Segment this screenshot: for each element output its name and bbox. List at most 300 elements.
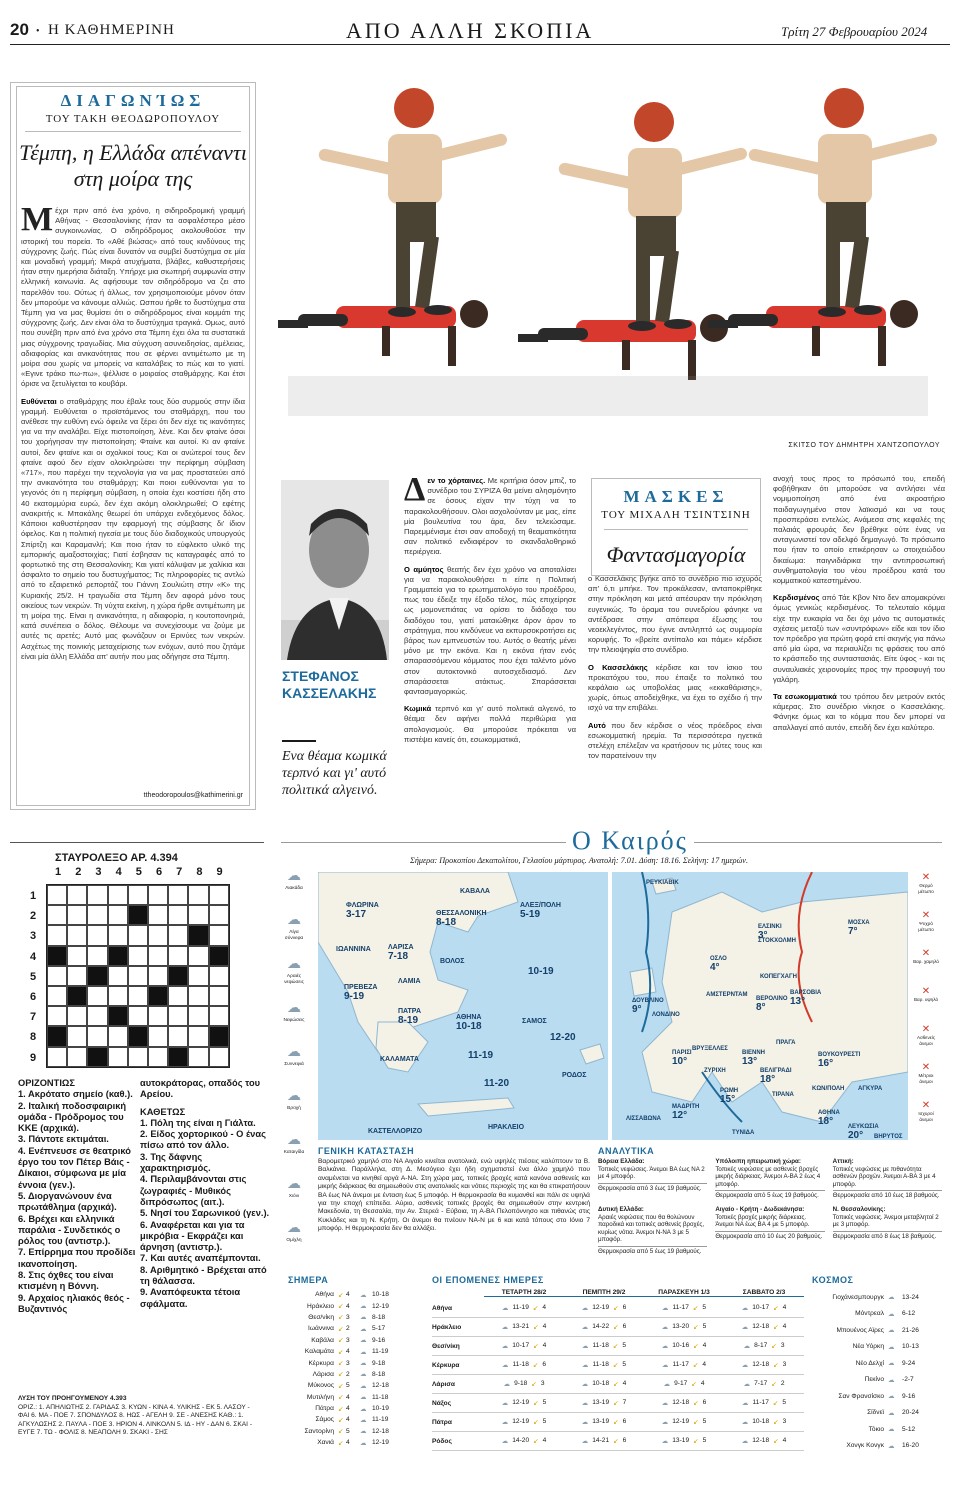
crossword-cell[interactable] <box>47 905 67 925</box>
wind-icon: ↙ <box>691 1381 697 1388</box>
city-marker <box>818 1110 840 1127</box>
weather-icon: ☁ <box>661 1305 669 1312</box>
city-name: ΑΘΗΝΑ <box>818 1110 840 1116</box>
temp-range: 9-16 <box>372 1336 386 1344</box>
weather-icon: ☁ <box>741 1400 749 1407</box>
crossword-cell[interactable] <box>209 1047 229 1067</box>
weather-icon: ☁ <box>360 1291 367 1299</box>
day-cell <box>724 1418 804 1426</box>
temp-range: -2-7 <box>902 1376 914 1384</box>
city-temp: 7° <box>848 926 858 937</box>
crossword-cell[interactable] <box>128 966 148 986</box>
weather-icon: ☁ <box>888 1343 895 1351</box>
day-cell <box>564 1323 644 1331</box>
wind-icon: ↙ <box>693 1438 699 1445</box>
city-name: ΣΑΜΟΣ <box>522 1018 547 1025</box>
region-name: Βόρεια Ελλάδα: <box>598 1158 645 1165</box>
city-name: Ρόδος <box>432 1437 452 1445</box>
day-cell <box>484 1304 564 1312</box>
crossword-cell[interactable] <box>108 986 128 1006</box>
city-name: Πάτρα <box>432 1418 452 1426</box>
crossword-cell[interactable] <box>188 1006 208 1026</box>
day-cell <box>564 1399 644 1407</box>
wind-force: 4 <box>346 1416 350 1424</box>
crossword-cell[interactable] <box>128 1047 148 1067</box>
city-name: ΚΟΠΕΓΧΑΓΗ <box>760 974 797 980</box>
temp-range: 11-18 <box>592 1361 609 1368</box>
world-list <box>812 1289 940 1454</box>
weather-icon: ☁ <box>287 913 301 928</box>
city-name: ΚΑΣΤΕΛΛΟΡΙΖΟ <box>368 1128 423 1135</box>
weather-icon-legend <box>281 868 307 1264</box>
region-temp: Θερμοκρασία από 3 έως 19 βαθμούς. <box>598 1183 707 1193</box>
crossword-cell[interactable] <box>67 925 87 945</box>
crossword-cell <box>128 905 148 925</box>
wind-force: 5 <box>346 1427 350 1435</box>
temp-range: 13-20 <box>672 1323 690 1330</box>
legend-item <box>912 1100 940 1138</box>
legend-label: Ψυχρό μέτωπο <box>918 921 934 932</box>
city-marker <box>368 1128 422 1135</box>
crossword-cell[interactable] <box>148 966 168 986</box>
weather-icon: ☁ <box>287 1089 301 1104</box>
crossword-cell[interactable] <box>128 1006 148 1026</box>
city-name: Γιοχάνεσμπουργκ <box>832 1293 884 1301</box>
crossword-cell[interactable] <box>108 1026 128 1046</box>
temp-range: 12-18 <box>372 1382 389 1390</box>
wind-icon: ↙ <box>338 1348 344 1356</box>
temp-range: 6-12 <box>902 1310 916 1318</box>
crossword-row-numbers <box>30 886 36 1068</box>
city-marker <box>344 984 377 1002</box>
wind-force: 5 <box>346 1382 350 1390</box>
col-number: 2 <box>75 866 82 878</box>
weather-icon: ☁ <box>501 1400 509 1407</box>
crossword-cell[interactable] <box>67 1026 87 1046</box>
temp-range: 13-19 <box>592 1399 610 1406</box>
section-title: ΑΠΟ ΑΛΛΗ ΣΚΟΠΙΑ <box>346 18 595 43</box>
day-cell <box>644 1342 724 1350</box>
weather-icon: ☁ <box>661 1400 669 1407</box>
wind-force: 3 <box>782 1361 787 1368</box>
legend-item <box>281 1044 307 1088</box>
crossword-cell[interactable] <box>148 1047 168 1067</box>
day-cell <box>564 1304 644 1312</box>
wind-force: 4 <box>782 1323 787 1330</box>
crossword-cell[interactable] <box>168 925 188 945</box>
region-text: Τοπικές νεφώσεις με ασθενείς βροχές μικρής διάρκειας. Άνεμοι Α-ΒΑ 2 έως 4 μποφόρ. <box>715 1165 821 1188</box>
world-row <box>812 1339 940 1356</box>
europe-weather-map <box>612 872 908 1140</box>
author-email[interactable]: ttheodoropoulos@kathimerini.gr <box>143 792 243 799</box>
city-name: Νέα Υόρκη <box>852 1343 884 1351</box>
clue: 3. Της δάφνης χαρακτηρισμός. <box>140 1151 211 1174</box>
crossword-grid[interactable] <box>46 884 230 1068</box>
col-number: 7 <box>176 866 183 878</box>
today-row <box>288 1403 424 1414</box>
crossword-cell[interactable] <box>209 1006 229 1026</box>
city-name: Μόντρεαλ <box>855 1310 884 1318</box>
crossword-cell[interactable] <box>108 966 128 986</box>
city-name: Μύκονος <box>307 1382 334 1390</box>
crossword-cell[interactable] <box>87 925 107 945</box>
crossword-cell[interactable] <box>148 905 168 925</box>
legend-item <box>912 986 940 1024</box>
col-number: 3 <box>95 866 102 878</box>
day-cell <box>564 1418 644 1426</box>
weather-today-line: Σήμερα: Προκοπίου Δεκαπολίτου, Γελασίου μάρτυρος. Ανατολή: 7.01. Δύση: 18.16. Σελήνη: 17 ημερών. <box>410 856 748 865</box>
drop-cap: Μ <box>21 201 54 238</box>
today-row <box>288 1392 424 1403</box>
temp-range: 5-17 <box>372 1325 386 1333</box>
crossword-cell[interactable] <box>128 986 148 1006</box>
paragraph: κέρδισε και τον ίσκιο του προκατόχου του, που έπαιξε το πολιτικό του κεφάλαιο ως υποβολέας μιας «εκκαθάρισης», χωρίς, όπως αποδείχθηκε, να έχει το σχέδιο ή την ισχύ να την επιβάλει. <box>588 662 762 713</box>
crossword-cell[interactable] <box>168 986 188 1006</box>
analytical-forecast <box>598 1146 942 1256</box>
world-row <box>812 1405 940 1422</box>
crossword-cell[interactable] <box>148 925 168 945</box>
crossword-cell[interactable] <box>128 925 148 945</box>
city-name: ΟΣΛΟ <box>710 956 727 962</box>
city-name: ΦΛΩΡΙΝΑ <box>346 902 379 909</box>
weather-icon: ☁ <box>360 1405 367 1413</box>
solution-title: ΛΥΣΗ ΤΟΥ ΠΡΟΗΓΟΥΜΕΝΟΥ 4.393 <box>18 1395 127 1402</box>
city-temp: 10-18 <box>456 1021 482 1032</box>
city-name: ΘΕΣΣΑΛΟΝΙΚΗ <box>436 910 487 917</box>
wind-icon: ↙ <box>613 1400 619 1407</box>
paragraph: από Τάε Κβον Ντο δεν απομακρύνει όμως γενικώς κερδισμένος. Το τελευταίο κόμμα είχε την ευκαιρία να δει όχι μόνο τις αυτοματικές σχέσεις μεταξύ των «συντρόφων» είδε και τον ίδιο τον πρόεδρο για πρώτη φορά επί σκηνής για πάνω από μία ώρα, να περιαυλίζει τις φράσεις του από το κράσπεδο της συνταστασιάς. Είτε ύφος - και τις συναυλιακές χειρονομίες προς την προσφυγή του γαλάρη. <box>773 593 945 684</box>
crossword-clues <box>18 1078 268 1315</box>
crossword-cell[interactable] <box>67 966 87 986</box>
today-row <box>288 1414 424 1425</box>
temp-range: 11-19 <box>372 1416 389 1424</box>
paragraph-lead: Τα εσωκομματικά <box>773 692 837 702</box>
crossword-cell[interactable] <box>67 1006 87 1026</box>
paragraph-lead: Ευθύνεται <box>21 396 57 406</box>
crossword-cell[interactable] <box>188 885 208 905</box>
city-temp: 4° <box>710 962 720 973</box>
city-name: ΛΑΡΙΣΑ <box>388 944 414 951</box>
weather-icon: ☁ <box>360 1371 367 1379</box>
city-marker <box>706 992 747 998</box>
legend-item <box>912 910 940 948</box>
city-name: Αθήνα <box>315 1291 334 1299</box>
wind-icon: ↙ <box>692 1362 699 1369</box>
region-name: Ν. Θεσσαλονίκης: <box>832 1205 886 1213</box>
clue: 6. Αναφέρεται και για τα μικρόβια - Εκφράζει και άρνηση (αντιστρ.). <box>140 1219 245 1253</box>
temp-range: 9-17 <box>674 1380 688 1387</box>
day-header: ΠΑΡΑΣΚΕΥΗ 1/3 <box>644 1289 724 1297</box>
weather-icon: ☁ <box>743 1381 751 1388</box>
crossword-cell[interactable] <box>87 946 107 966</box>
paragraph: ανοχή τους προς το πρόσωπό του, επειδή φοβήθηκαν ότι μπορούσε να αντλήσει νέα νομιμοποίηση από ένα ακροατήριο παιδαγωγημένο στον λαϊκισμό και να τους προσπεράσει εντελώς. Ανάμεσα στις κεφαλές της παλαιάς φρουράς δεν βρέθηκε ούτε ένας να ανταγωνιστεί τον αδελφό δημαγωγό. Το πρόσωπο που ήταν το οποίο επικέρησαν ω στοιχειώδου δικαίωμα: παιγνιδιάρικα την αντιπροσωπική συνθηματολογία του νέου προέδρου κατά του κομματικού κατεστημένου. <box>773 474 945 586</box>
clue: 8. Στις όχθες του είναι κτισμένη η Βόννη. <box>18 1270 114 1292</box>
city-temp: 13° <box>790 996 806 1007</box>
section-heading: ΓΕΝΙΚΗ ΚΑΤΑΣΤΑΣΗ <box>318 1146 415 1156</box>
weather-icon: ☁ <box>581 1362 589 1369</box>
row-number: 7 <box>30 1011 37 1024</box>
weather-icon: ☁ <box>360 1382 367 1390</box>
wind-force: 4 <box>542 1304 547 1311</box>
crossword-cell[interactable] <box>47 885 67 905</box>
wind-icon: ↙ <box>773 1419 779 1426</box>
weather-icon: ☁ <box>581 1419 589 1426</box>
city-marker <box>756 996 788 1013</box>
wind-force: 4 <box>346 1302 350 1310</box>
legend-item <box>912 948 940 986</box>
wind-icon: ↙ <box>338 1360 344 1368</box>
weather-icon: ☁ <box>581 1343 589 1350</box>
city-marker <box>398 1008 421 1026</box>
crossword-cell[interactable] <box>67 885 87 905</box>
city-name: ΡΕΥΚΙΑΒΙΚ <box>646 880 679 886</box>
quote-rule <box>282 740 316 742</box>
crossword-cell[interactable] <box>108 925 128 945</box>
paper-name: Η ΚΑΘΗΜΕΡΙΝΗ <box>48 22 175 38</box>
weather-icon: ☁ <box>360 1325 367 1333</box>
crossword-cell[interactable] <box>148 1006 168 1026</box>
city-name: Πάτρα <box>315 1405 334 1413</box>
clue: 9. Αρχαίος ηλιακός θεός - Βυζαντινός <box>18 1292 130 1314</box>
weather-icon: ☁ <box>743 1343 751 1350</box>
city-name: Μπουένος Αϊρες <box>836 1326 884 1334</box>
weather-icon: ☁ <box>888 1393 895 1401</box>
crossword-cell[interactable] <box>47 1006 67 1026</box>
crossword-cell[interactable] <box>128 946 148 966</box>
section-heading: ΚΟΣΜΟΣ <box>812 1275 854 1285</box>
day-cell <box>724 1380 804 1388</box>
wind-force: 5 <box>622 1342 627 1349</box>
weather-icon: ☁ <box>888 1294 895 1302</box>
weather-icon: ☁ <box>888 1327 895 1335</box>
crossword-cell[interactable] <box>209 885 229 905</box>
col-number: 4 <box>115 866 122 878</box>
crossword-cell[interactable] <box>67 1047 87 1067</box>
city-name: ΤΥΝΙΔΑ <box>732 1130 755 1136</box>
crossword-cell[interactable] <box>188 966 208 986</box>
crossword-cell[interactable] <box>168 1006 188 1026</box>
wind-icon: ↙ <box>338 1405 344 1413</box>
day-cell <box>724 1361 804 1369</box>
crossword-cell[interactable] <box>87 986 107 1006</box>
down-list <box>140 1118 270 1310</box>
day-header: ΠΕΜΠΤΗ 29/2 <box>564 1289 644 1297</box>
crossword-cell[interactable] <box>47 966 67 986</box>
paragraph: θεατής δεν έχει χρόνο να αποταλίσει για να παρακολουθήσει τι είπε η Πολιτική Γραμματεία για το ερωτηματολόγιο του προέδρου, πως του έδειξε την έξοδο τέλος, πώς επιχείρησε ως μομονεπιάτας να ορίσει το διάδοχο του διαδόχου του, γιατί ματαιώθηκε άρον άρον το στράτηγμα, που κινδύνευε να εκπυρσοκροτήσει εις βάρος των εμπνευστών του. Αυτός ο θεατής μένει μόνο με την εικόνα. Και η εικόνα ήταν ενός σπαρασσόμενου κόμματος που έχει ταλέντο μόνο στον αυτοκτονικό αυτοσχεδιασμό. Δεν σπαράσσεται ατάκτως. Σπαράσσεται φαντασμαγορικώς. <box>404 564 577 697</box>
city-name: ΣΤΟΚΧΟΛΜΗ <box>758 938 796 944</box>
temp-range: 7-17 <box>754 1380 768 1387</box>
crossword-cell[interactable] <box>148 946 168 966</box>
weather-icon: ☁ <box>501 1419 509 1426</box>
city-name: ΠΡΕΒΕΖΑ <box>344 984 378 991</box>
clue: 2. Είδος χορτορικού - Ο ένας πίσω από τον άλλο. <box>140 1129 266 1151</box>
crossword-cell[interactable] <box>168 946 188 966</box>
city-name: Λάρισα <box>432 1380 455 1388</box>
wind-icon: ↙ <box>613 1305 619 1312</box>
city-temp: 9-19 <box>344 991 365 1002</box>
weather-icon: ☁ <box>888 1426 895 1434</box>
day-cell <box>644 1437 724 1445</box>
next-day-row <box>432 1394 804 1413</box>
crossword-cell[interactable] <box>87 1026 107 1046</box>
city-name: Σίδνεϊ <box>867 1409 884 1417</box>
city-name: ΒΟΥΚΟΥΡΕΣΤΙ <box>818 1052 861 1058</box>
legend-symbol-icon: ✕ <box>921 986 931 997</box>
crossword-cell[interactable] <box>108 905 128 925</box>
crossword-cell[interactable] <box>108 1047 128 1067</box>
weather-icon: ☁ <box>360 1439 367 1447</box>
across-continued: αυτοκράτορας, οπαδός του Αρείου. <box>140 1078 261 1100</box>
day-cell <box>724 1399 804 1407</box>
maskes-header <box>591 478 761 576</box>
city-name: ΒΟΛΟΣ <box>440 958 465 965</box>
weather-icon: ☁ <box>581 1381 589 1388</box>
weather-icon: ☁ <box>287 869 301 884</box>
temp-range: 12-18 <box>752 1323 770 1330</box>
crossword-cell[interactable] <box>188 986 208 1006</box>
crossword-cell[interactable] <box>209 986 229 1006</box>
diagonios-column <box>10 82 256 810</box>
crossword-cell[interactable] <box>188 1047 208 1067</box>
city-name: ΒΗΡΥΤΟΣ <box>874 1134 903 1140</box>
city-marker <box>336 946 371 953</box>
region-text: Τοπικές νεφώσεις. Άνεμοι ΒΑ έως ΝΑ 2 με 4 μποφόρ. <box>598 1165 705 1181</box>
region-temp: 12-20 <box>550 1032 576 1043</box>
weather-icon: ☁ <box>360 1428 367 1436</box>
wind-icon: ↙ <box>693 1400 699 1407</box>
next-days-header <box>484 1289 804 1297</box>
region-temp: Θερμοκρασία από 5 έως 19 βαθμούς. <box>715 1190 824 1200</box>
temp-range: 13-21 <box>512 1323 530 1330</box>
wind-force: 6 <box>542 1361 547 1368</box>
illustration-caption: ΣΚΙΤΣΟ ΤΟΥ ΔΗΜΗΤΡΗ ΧΑΝΤΖΟΠΟΥΛΟΥ <box>788 442 940 449</box>
city-marker <box>488 1124 524 1131</box>
clue: 9. Αναπόφευκτα τέτοια σφάλματα. <box>140 1287 241 1309</box>
crossword-cell[interactable] <box>148 1026 168 1046</box>
city-name: Χανιά <box>317 1439 334 1447</box>
wind-force: 7 <box>622 1399 627 1406</box>
region-forecast <box>833 1206 942 1256</box>
city-name: ΠΑΡΙΣΙ <box>672 1050 692 1056</box>
world-row <box>812 1355 940 1372</box>
city-name: Κέρκυρα <box>308 1359 334 1367</box>
city-marker <box>626 1116 661 1122</box>
city-temp: 15° <box>720 1094 736 1105</box>
today-row <box>288 1335 424 1346</box>
crossword-cell[interactable] <box>128 885 148 905</box>
legend-label: Βροχή <box>287 1106 301 1111</box>
wind-force: 4 <box>702 1361 707 1368</box>
weather-icon: ☁ <box>287 1177 301 1192</box>
city-marker <box>760 1068 791 1085</box>
weather-icon: ☁ <box>360 1416 367 1424</box>
crossword-cell[interactable] <box>188 1026 208 1046</box>
paragraph-lead: Ο Κασσελάκης <box>588 662 648 672</box>
temp-range: 10-16 <box>672 1342 690 1349</box>
next-day-row <box>432 1375 804 1394</box>
wind-icon: ↙ <box>338 1291 344 1299</box>
region-temp: 11-20 <box>484 1078 510 1089</box>
crossword-cell[interactable] <box>87 885 107 905</box>
region-temp: Θερμοκρασία από 8 έως 18 βαθμούς. <box>833 1231 942 1241</box>
clue: 2. Ιταλική ποδοσφαιρική ομάδα - Πρόδρομος του ΚΚΕ (αρχικά). <box>18 1100 127 1134</box>
crossword-cell[interactable] <box>209 925 229 945</box>
crossword-cell[interactable] <box>47 1047 67 1067</box>
clue: 4. Περιλαμβάνονται στις ζωγραφιές - Μυθικός διπρόσωπος (αιτ.). <box>140 1174 247 1207</box>
crossword-cell[interactable] <box>209 905 229 925</box>
crossword-cell[interactable] <box>188 905 208 925</box>
city-name: Χονγκ Κονγκ <box>846 1442 884 1450</box>
wind-icon: ↙ <box>533 1438 539 1445</box>
city-marker <box>346 902 379 920</box>
temp-range: 9-18 <box>372 1359 386 1367</box>
city-name: Καβάλα <box>311 1336 334 1344</box>
city-marker <box>720 1088 738 1105</box>
weather-icon: ☁ <box>581 1324 589 1331</box>
crossword-cell[interactable] <box>209 966 229 986</box>
temp-range: 12-18 <box>752 1437 770 1444</box>
day-cell <box>484 1323 564 1331</box>
weather-icon: ☁ <box>741 1324 749 1331</box>
wind-force: 4 <box>346 1393 350 1401</box>
wind-icon: ↙ <box>613 1419 619 1426</box>
city-name: Μυτιλήνη <box>306 1393 334 1401</box>
city-marker <box>562 1072 586 1079</box>
world-row <box>812 1438 940 1455</box>
weather-icon: ☁ <box>741 1419 749 1426</box>
temp-range: 21-26 <box>902 1326 919 1334</box>
weather-icon: ☁ <box>287 1133 301 1148</box>
temp-range: 9-24 <box>902 1359 916 1367</box>
crossword-cell <box>67 986 87 1006</box>
temp-range: 14-21 <box>592 1437 610 1444</box>
crossword-cell[interactable] <box>148 885 168 905</box>
crossword-cell[interactable] <box>47 925 67 945</box>
crossword-cell[interactable] <box>87 1006 107 1026</box>
crossword-cell[interactable] <box>188 946 208 966</box>
temp-range: 13-24 <box>902 1293 919 1301</box>
divider <box>25 131 241 132</box>
weather-icon: ☁ <box>360 1314 367 1322</box>
crossword-cell[interactable] <box>47 986 67 1006</box>
today-row <box>288 1289 424 1300</box>
crossword-cell[interactable] <box>168 1026 188 1046</box>
legend-label: Ασθενείς άνεμοι <box>916 1035 936 1046</box>
day-cell <box>644 1418 724 1426</box>
crossword-cell[interactable] <box>108 885 128 905</box>
temp-range: 8-17 <box>754 1342 768 1349</box>
article-title: Τέμπη, η Ελλάδα απέναντι στη μοίρα της <box>19 140 247 191</box>
temp-range: 11-17 <box>752 1399 769 1406</box>
wind-icon: ↙ <box>338 1394 344 1402</box>
weather-icon: ☁ <box>661 1362 669 1369</box>
world-row <box>812 1306 940 1323</box>
crossword-cell[interactable] <box>67 946 87 966</box>
legend-item <box>281 1000 307 1044</box>
today-row <box>288 1369 424 1380</box>
world-row <box>812 1421 940 1438</box>
crossword-cell[interactable] <box>87 905 107 925</box>
crossword-cell[interactable] <box>168 885 188 905</box>
crossword-cell <box>168 966 188 986</box>
weather-icon: ☁ <box>581 1400 589 1407</box>
region-forecast <box>598 1158 707 1200</box>
crossword-cell[interactable] <box>168 905 188 925</box>
far-column <box>773 474 945 733</box>
city-marker <box>790 990 821 1007</box>
legend-label: Αραιές νεφώσεις <box>284 974 304 985</box>
crossword-cell[interactable] <box>67 905 87 925</box>
